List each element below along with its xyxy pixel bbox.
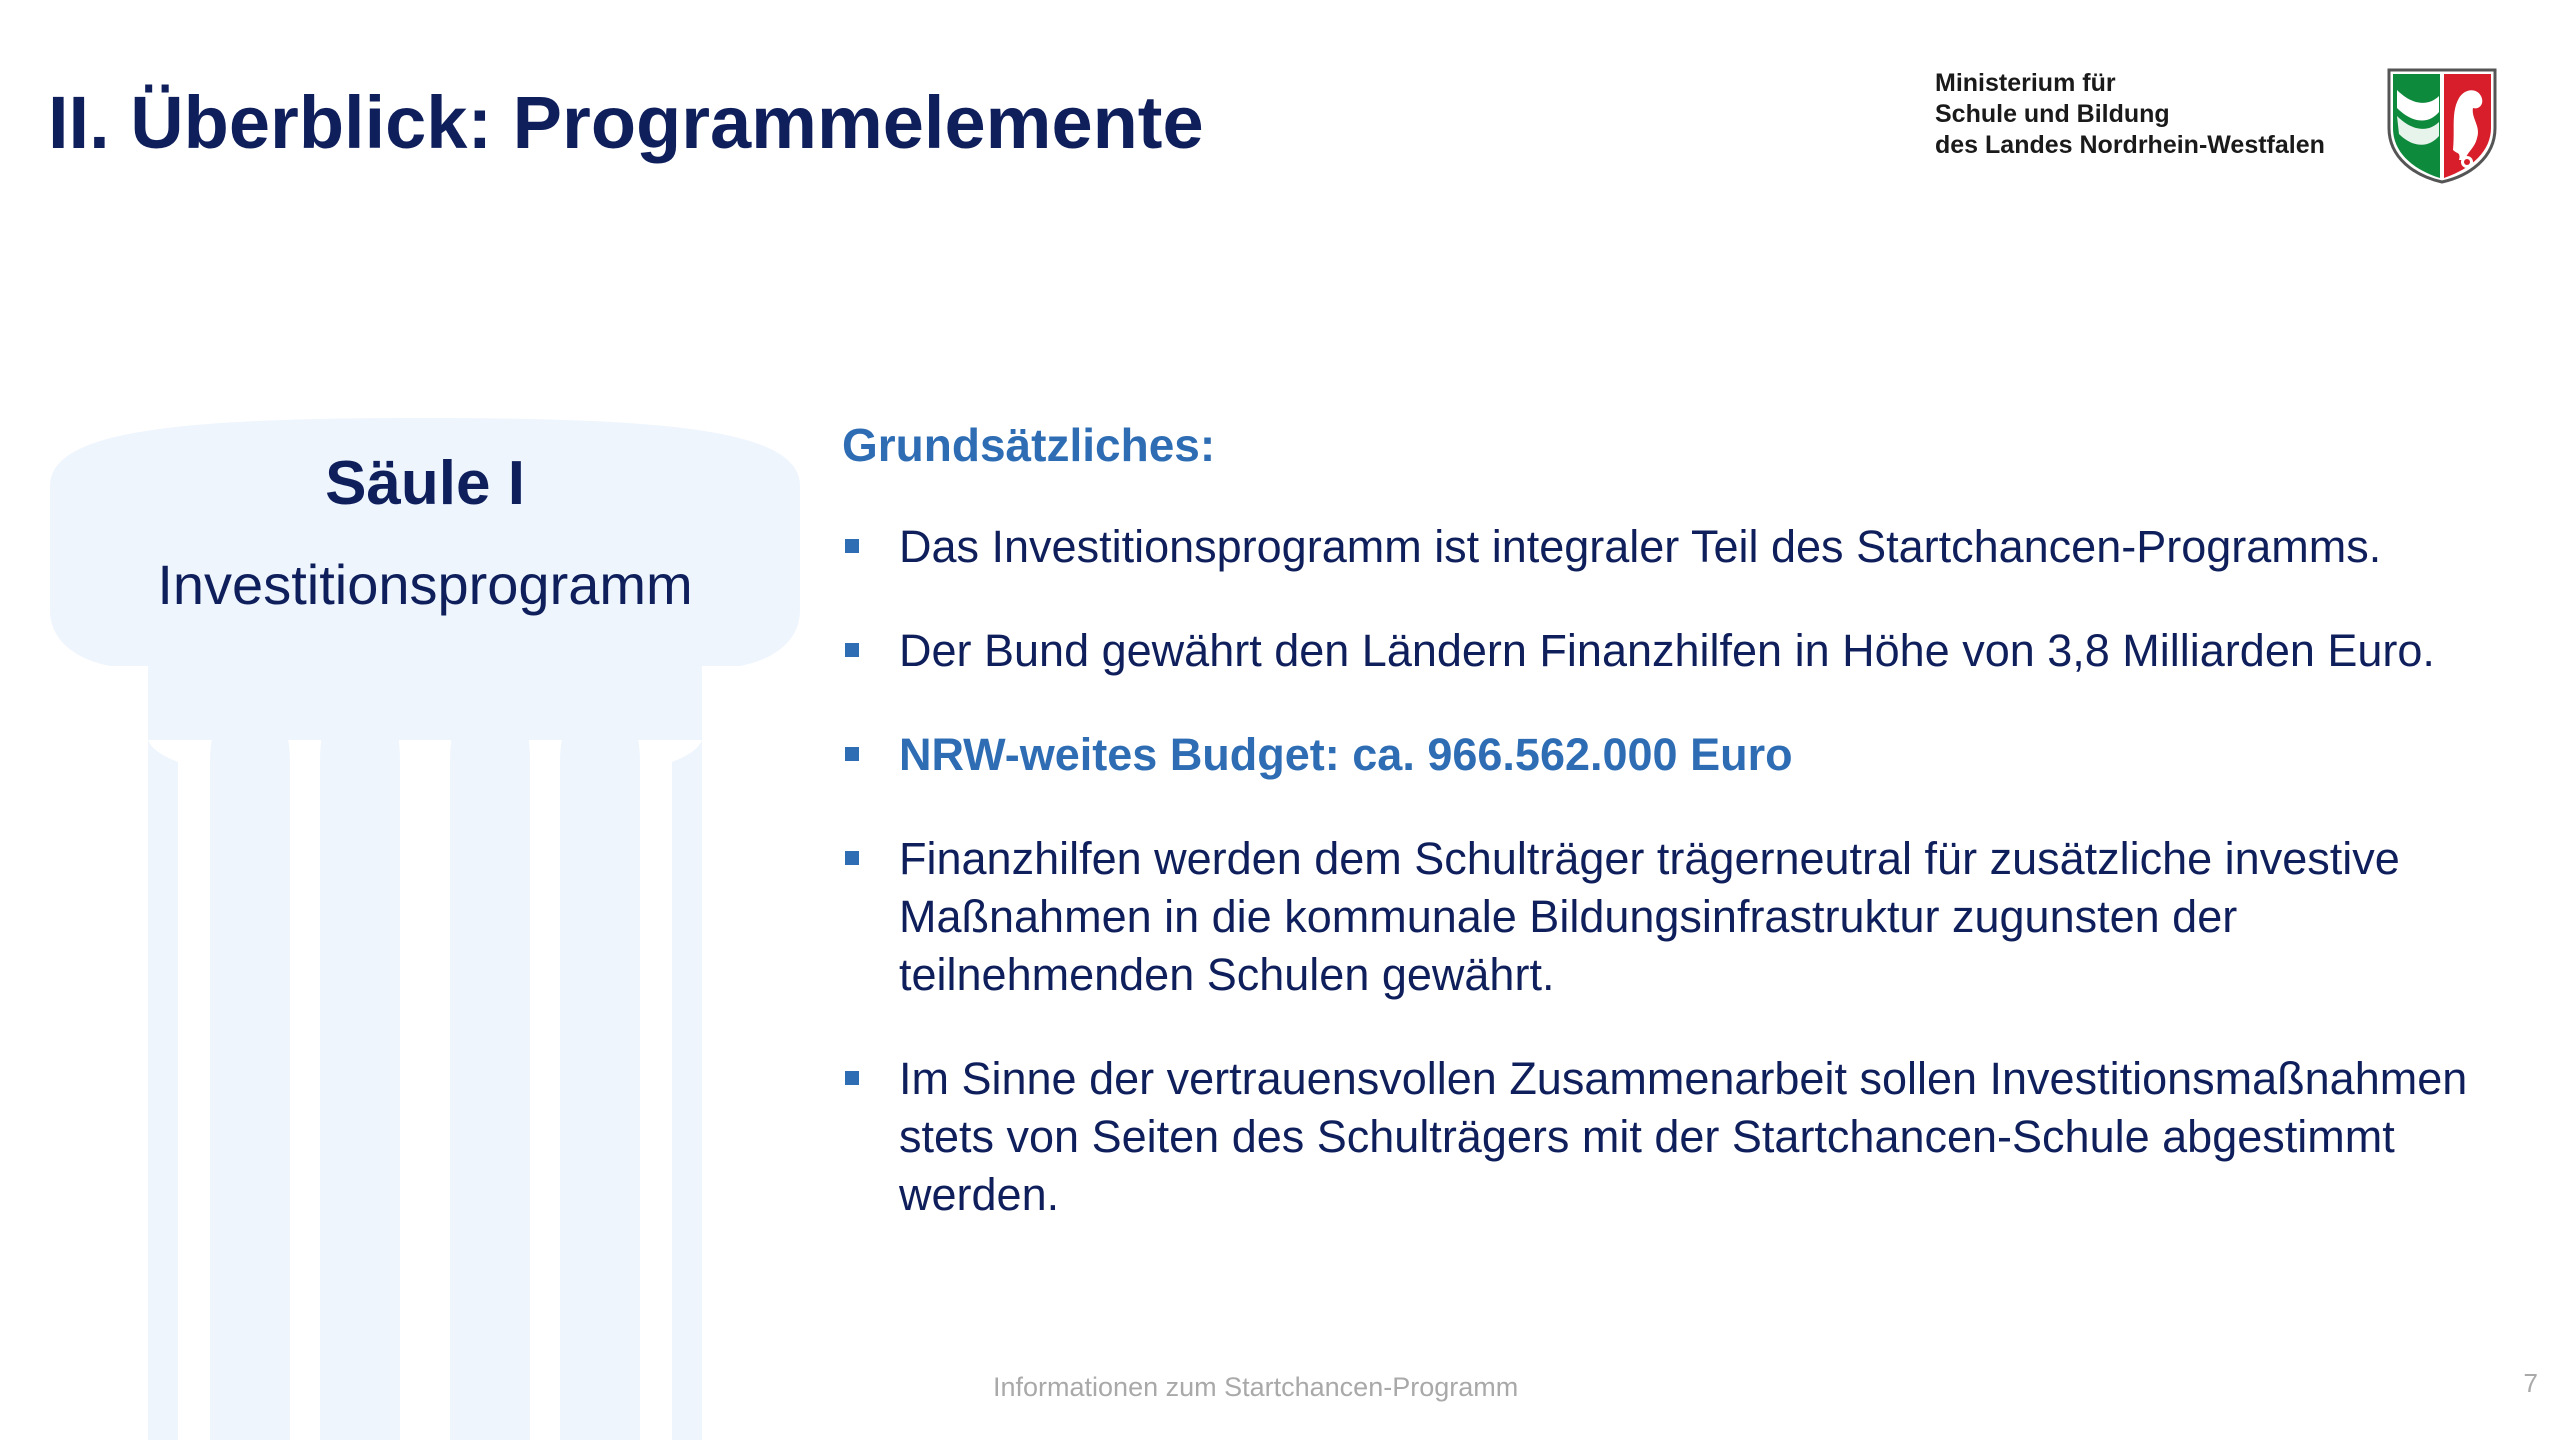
bullet-square-icon [845, 747, 859, 761]
bullet-text: NRW-weites Budget: ca. 966.562.000 Euro [899, 729, 1793, 780]
bullet-square-icon [845, 851, 859, 865]
bullet-item [842, 830, 2522, 1004]
slide-title: II. Überblick: Programmelemente [48, 81, 1204, 164]
bullet-square-icon [845, 539, 859, 553]
ministry-name-line: des Landes Nordrhein-Westfalen [1935, 131, 2325, 159]
bullet-item [842, 518, 2522, 576]
bullet-item-budget [842, 726, 2522, 784]
bullet-list [842, 518, 2522, 1270]
pillar-subtitle: Investitionsprogramm [157, 553, 693, 616]
slide-footer: Informationen zum Startchancen-Programm [993, 1372, 1519, 1402]
bullet-text: Im Sinne der vertrauensvollen Zusammenarbeit sollen Investitionsmaßnahmen stets von Seiten des Schulträgers mit der Startchancen-Schule abgestimmt werden. [899, 1053, 2468, 1220]
bullet-item [842, 1050, 2522, 1224]
ministry-name-line: Ministerium für [1935, 69, 2116, 97]
bullet-item [842, 622, 2522, 680]
bullet-text: Finanzhilfen werden dem Schulträger trägerneutral für zusätzliche investive Maßnahmen in die kommunale Bildungsinfrastruktur zugunsten der teilnehmenden Schulen gewährt. [899, 833, 2400, 1000]
bullet-square-icon [845, 643, 859, 657]
page-number: 7 [2523, 1368, 2538, 1398]
ministry-name [1935, 68, 2325, 161]
bullet-text: Der Bund gewährt den Ländern Finanzhilfen in Höhe von 3,8 Milliarden Euro. [899, 625, 2435, 676]
section-heading: Grundsätzliches: [842, 419, 1216, 471]
bullet-square-icon [845, 1071, 859, 1085]
ministry-name-line: Schule und Bildung [1935, 100, 2170, 128]
pillar-title: Säule I [325, 449, 525, 518]
nrw-coat-of-arms-icon [2385, 66, 2499, 184]
bullet-text: Das Investitionsprogramm ist integraler Teil des Startchancen-Programms. [899, 521, 2382, 572]
